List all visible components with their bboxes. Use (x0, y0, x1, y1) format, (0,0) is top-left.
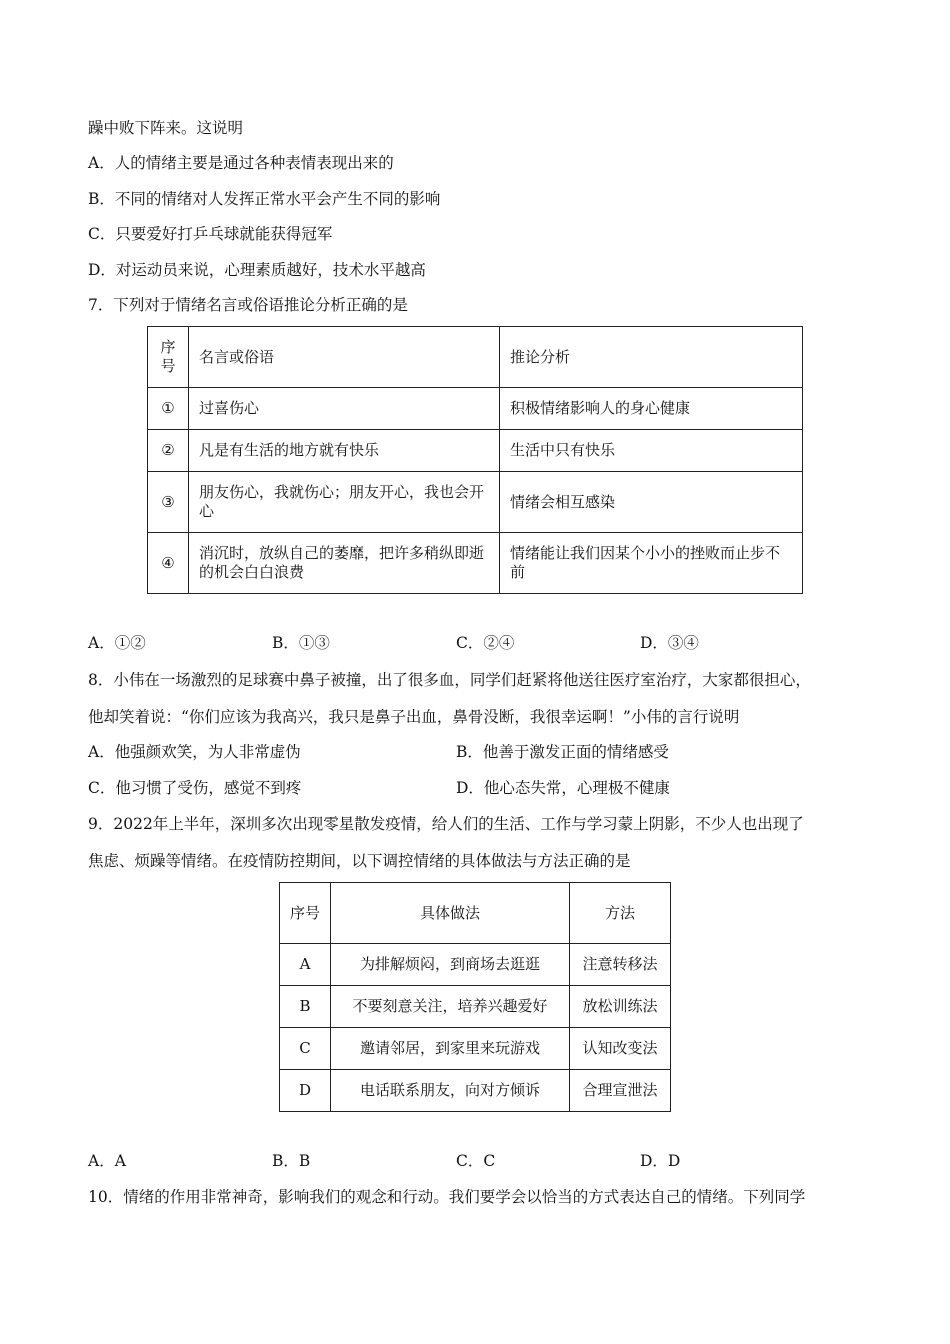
q7-row1-index: ① (148, 388, 189, 430)
q8-option-b: B．他善于激发正面的情绪感受 (456, 743, 669, 761)
q7-option-a: A．①② (88, 634, 146, 652)
table-row (280, 986, 671, 1028)
q9-option-b: B．B (272, 1152, 311, 1170)
q6-option-d: D．对运动员来说，心理素质越好，技术水平越高 (88, 261, 426, 279)
table-row (148, 430, 803, 472)
q6-option-a: A．人的情绪主要是通过各种表情表现出来的 (88, 154, 394, 172)
q8-stem-line1: 8．小伟在一场激烈的足球赛中鼻子被撞，出了很多血，同学们赶紧将他送往医疗室治疗，大家都很担心， (88, 671, 811, 689)
q9-row1-practice: 为排解烦闷，到商场去逛逛 (331, 944, 570, 986)
q9-row3-index: C (280, 1028, 331, 1070)
q6-option-b: B．不同的情绪对人发挥正常水平会产生不同的影响 (88, 190, 441, 208)
q7-stem: 7．下列对于情绪名言或俗语推论分析正确的是 (88, 296, 408, 314)
q9-table (279, 882, 671, 1112)
q7-header-index: 序号 (148, 327, 189, 388)
table-row (148, 388, 803, 430)
q7-header-saying: 名言或俗语 (189, 327, 500, 388)
q9-header-method: 方法 (570, 883, 671, 944)
q9-row1-index: A (280, 944, 331, 986)
table-row (148, 472, 803, 533)
q8-option-a: A．他强颜欢笑，为人非常虚伪 (88, 743, 301, 761)
q9-row4-method: 合理宣泄法 (570, 1070, 671, 1112)
q9-option-a: A．A (88, 1152, 126, 1170)
q9-row2-index: B (280, 986, 331, 1028)
q9-stem-line2: 焦虑、烦躁等情绪。在疫情防控期间，以下调控情绪的具体做法与方法正确的是 (88, 852, 631, 870)
q9-stem-line1: 9．2022年上半年，深圳多次出现零星散发疫情，给人们的生活、工作与学习蒙上阴影，不少人也出现了 (88, 815, 804, 833)
q7-option-d: D．③④ (640, 634, 699, 652)
q9-row2-method: 放松训练法 (570, 986, 671, 1028)
q7-row4-analysis: 情绪能让我们因某个小小的挫败而止步不前 (500, 533, 803, 594)
q7-table (147, 326, 803, 594)
q7-row2-saying: 凡是有生活的地方就有快乐 (189, 430, 500, 472)
q7-option-c: C．②④ (456, 634, 515, 652)
q8-stem-line2: 他却笑着说：“你们应该为我高兴，我只是鼻子出血，鼻骨没断，我很幸运啊！”小伟的言行说明 (88, 708, 740, 726)
q7-row4-saying: 消沉时，放纵自己的萎靡，把许多稍纵即逝的机会白白浪费 (189, 533, 500, 594)
q9-row2-practice: 不要刻意关注，培养兴趣爱好 (331, 986, 570, 1028)
q7-row3-analysis: 情绪会相互感染 (500, 472, 803, 533)
table-row (280, 1028, 671, 1070)
q7-row1-saying: 过喜伤心 (189, 388, 500, 430)
q8-option-c: C．他习惯了受伤，感觉不到疼 (88, 779, 302, 797)
q9-option-c: C．C (456, 1152, 496, 1170)
table-row (280, 944, 671, 986)
q8-option-d: D．他心态失常，心理极不健康 (456, 779, 670, 797)
q9-row1-method: 注意转移法 (570, 944, 671, 986)
q9-option-d: D．D (640, 1152, 681, 1170)
q9-header-practice: 具体做法 (331, 883, 570, 944)
q7-table-header-row (148, 327, 803, 388)
q7-row3-index: ③ (148, 472, 189, 533)
q7-row2-analysis: 生活中只有快乐 (500, 430, 803, 472)
q9-row3-method: 认知改变法 (570, 1028, 671, 1070)
q7-row1-analysis: 积极情绪影响人的身心健康 (500, 388, 803, 430)
q9-table-header-row (280, 883, 671, 944)
q7-row3-saying: 朋友伤心，我就伤心；朋友开心，我也会开心 (189, 472, 500, 533)
q10-stem-line1: 10．情绪的作用非常神奇，影响我们的观念和行动。我们要学会以恰当的方式表达自己的情绪。下列同学 (88, 1188, 806, 1206)
q7-option-b: B．①③ (272, 634, 330, 652)
q7-row4-index: ④ (148, 533, 189, 594)
q9-header-index: 序号 (280, 883, 331, 944)
q9-row4-practice: 电话联系朋友，向对方倾诉 (331, 1070, 570, 1112)
q7-header-analysis: 推论分析 (500, 327, 803, 388)
q9-row3-practice: 邀请邻居，到家里来玩游戏 (331, 1028, 570, 1070)
q6-stem-continuation: 躁中败下阵来。这说明 (88, 119, 244, 137)
table-row (280, 1070, 671, 1112)
q7-row2-index: ② (148, 430, 189, 472)
table-row (148, 533, 803, 594)
q6-option-c: C．只要爱好打乒乓球就能获得冠军 (88, 225, 333, 243)
q9-row4-index: D (280, 1070, 331, 1112)
